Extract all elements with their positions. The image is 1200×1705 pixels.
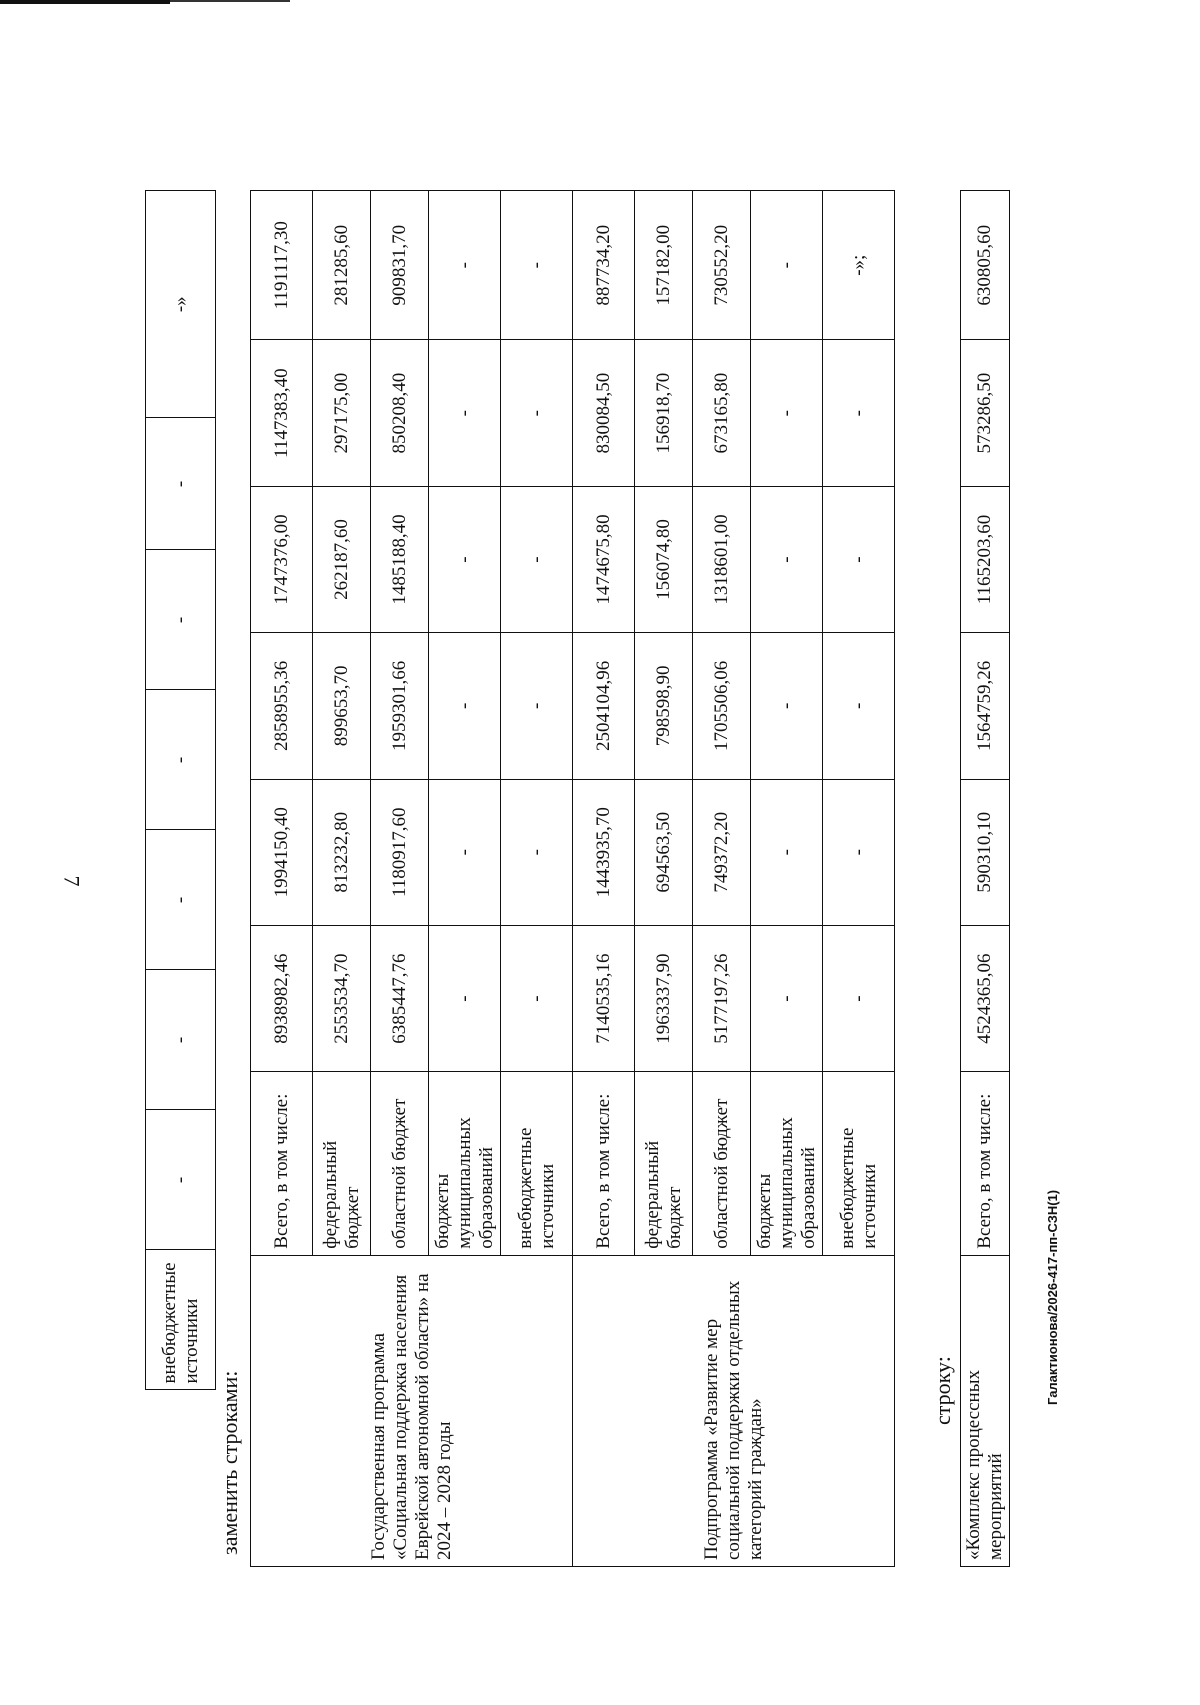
value-cell: - — [429, 779, 501, 925]
value-cell: 909831,70 — [371, 191, 429, 340]
value-cell: - — [429, 340, 501, 486]
page-number: 7 — [59, 875, 85, 887]
value-cell: - — [501, 191, 573, 340]
value-cell: - — [429, 486, 501, 632]
table-row — [573, 191, 635, 1567]
value-cell: 1564759,26 — [961, 633, 1010, 779]
value-cell: 157182,00 — [635, 191, 693, 340]
value-cell: 7140535,16 — [573, 925, 635, 1071]
value-cell: - — [823, 925, 895, 1071]
value-cell: 573286,50 — [961, 340, 1010, 486]
value-cell: -» — [146, 191, 216, 419]
value-cell: 1180917,60 — [371, 779, 429, 925]
value-cell: - — [146, 550, 216, 690]
table-row — [251, 191, 313, 1567]
value-cell: - — [501, 486, 573, 632]
value-cell: 1959301,66 — [371, 633, 429, 779]
value-cell: 813232,80 — [313, 779, 371, 925]
funding-source-cell: федеральный бюджет — [635, 1072, 693, 1255]
value-cell: 8938982,46 — [251, 925, 313, 1071]
funding-source-cell: бюджеты муниципальных образований — [429, 1072, 501, 1255]
value-cell: 630805,60 — [961, 191, 1010, 340]
value-cell: - — [823, 486, 895, 632]
value-cell: 887734,20 — [573, 191, 635, 340]
value-cell: 673165,80 — [693, 340, 751, 486]
value-cell: 830084,50 — [573, 340, 635, 486]
value-cell: 281285,60 — [313, 191, 371, 340]
subprogram-name-cell: Подпрограмма «Развитие мер социальной поддержки отдельных категорий граждан» — [573, 1255, 895, 1566]
value-cell: 1474675,80 — [573, 486, 635, 632]
replace-label: заменить строками: — [217, 1370, 242, 1555]
value-cell: 1147383,40 — [251, 340, 313, 486]
value-cell: 262187,60 — [313, 486, 371, 632]
value-cell: - — [501, 925, 573, 1071]
empty-cell — [146, 1390, 216, 1565]
value-cell: 1963337,90 — [635, 925, 693, 1071]
value-cell: - — [751, 486, 823, 632]
complex-name-cell: «Комплекс процессных мероприятий — [961, 1255, 1010, 1566]
value-cell: 1443935,70 — [573, 779, 635, 925]
funding-source-cell: Всего, в том числе: — [573, 1072, 635, 1255]
value-cell: 2858955,36 — [251, 633, 313, 779]
value-cell: - — [146, 1110, 216, 1250]
table-row — [146, 191, 216, 1566]
value-cell: 1705506,06 — [693, 633, 751, 779]
value-cell: - — [146, 830, 216, 970]
value-cell: - — [751, 779, 823, 925]
value-cell: 4524365,06 — [961, 925, 1010, 1071]
value-cell: - — [429, 633, 501, 779]
value-cell: - — [751, 340, 823, 486]
value-cell: - — [751, 633, 823, 779]
value-cell: - — [429, 925, 501, 1071]
value-cell: 850208,40 — [371, 340, 429, 486]
value-cell: -»; — [823, 191, 895, 340]
value-cell: - — [146, 690, 216, 830]
value-cell: 156918,70 — [635, 340, 693, 486]
table-bottom-fragment — [960, 190, 1010, 1567]
value-cell: - — [146, 418, 216, 550]
value-cell: - — [501, 633, 573, 779]
funding-source-cell: областной бюджет — [371, 1072, 429, 1255]
value-cell: 2553534,70 — [313, 925, 371, 1071]
value-cell: 156074,80 — [635, 486, 693, 632]
funding-source-cell: Всего, в том числе: — [251, 1072, 313, 1255]
funding-source-cell: внебюджетные источники — [146, 1250, 216, 1390]
table-top-fragment — [145, 190, 216, 1565]
value-cell: - — [501, 779, 573, 925]
funding-source-cell: Всего, в том числе: — [961, 1072, 1010, 1255]
value-cell: 1191117,30 — [251, 191, 313, 340]
value-cell: - — [751, 925, 823, 1071]
value-cell: 5177197,26 — [693, 925, 751, 1071]
value-cell: - — [146, 970, 216, 1110]
value-cell: 730552,20 — [693, 191, 751, 340]
value-cell: - — [751, 191, 823, 340]
funding-source-cell: внебюджетные источники — [501, 1072, 573, 1255]
footer-code: Галактионова/2026-417-пп-СЗН(1) — [1045, 1189, 1060, 1405]
value-cell: - — [823, 633, 895, 779]
value-cell: 1485188,40 — [371, 486, 429, 632]
value-cell: 899653,70 — [313, 633, 371, 779]
row-label: строку: — [930, 1356, 955, 1425]
value-cell: - — [823, 779, 895, 925]
value-cell: 2504104,96 — [573, 633, 635, 779]
value-cell: 1747376,00 — [251, 486, 313, 632]
funding-source-cell: областной бюджет — [693, 1072, 751, 1255]
table-row — [961, 191, 1010, 1567]
value-cell: 1318601,00 — [693, 486, 751, 632]
value-cell: 297175,00 — [313, 340, 371, 486]
funding-source-cell: внебюджетные источники — [823, 1072, 895, 1255]
value-cell: - — [823, 340, 895, 486]
value-cell: - — [429, 191, 501, 340]
value-cell: - — [501, 340, 573, 486]
value-cell: 749372,20 — [693, 779, 751, 925]
value-cell: 6385447,76 — [371, 925, 429, 1071]
funding-source-cell: федеральный бюджет — [313, 1072, 371, 1255]
table-main — [250, 190, 895, 1567]
value-cell: 1165203,60 — [961, 486, 1010, 632]
funding-source-cell: бюджеты муниципальных образований — [751, 1072, 823, 1255]
value-cell: 694563,50 — [635, 779, 693, 925]
program-name-cell: Государственная программа «Социальная поддержка населения Еврейской автономной области» на 2024 – 2028 годы — [251, 1255, 573, 1566]
value-cell: 1994150,40 — [251, 779, 313, 925]
value-cell: 798598,90 — [635, 633, 693, 779]
value-cell: 590310,10 — [961, 779, 1010, 925]
